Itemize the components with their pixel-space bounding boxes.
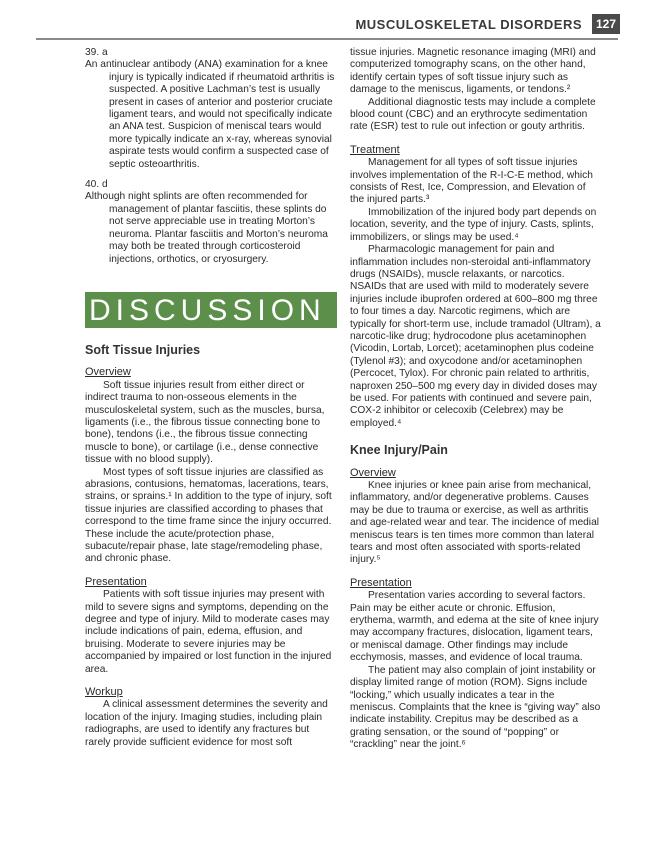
soft-tissue-heading: Soft Tissue Injuries	[85, 342, 201, 357]
treatment-paragraph-1: Management for all types of soft tissue injuries involves implementation of the R-I-C-E method, which consists of Rest, Ice, Compression, and Elevation of the injured parts.³	[350, 157, 593, 206]
knee-overview-heading: Overview	[350, 466, 396, 479]
knee-presentation-paragraph-1: Presentation varies according to several factors. Pain may be either acute or chronic. Effusion, erythema, warmth, and edema at the site of knee injury may accompany fractures, dislocation, ligament tears, or meniscal damage. Other findings may include ecchymosis, masses, and evidence of local trauma.	[350, 590, 599, 664]
knee-overview-paragraph: Knee injuries or knee pain arise from mechanical, inflammatory, and/or degenerative problems. Causes may be due to trauma or exercise, as well as arthritis and age-related wear and tear. The incidence of medial meniscus tears is ten times more common than lateral tears and most often associated with sports-related injury.⁵	[350, 480, 600, 566]
knee-presentation-heading: Presentation	[350, 576, 412, 589]
treatment-heading: Treatment	[350, 143, 400, 156]
header-rule	[36, 38, 618, 40]
right-column	[350, 47, 602, 752]
overview-heading: Overview	[85, 366, 131, 379]
presentation-heading: Presentation	[85, 575, 147, 588]
treatment-paragraph-2: Immobilization of the injured body part depends on location, severity, and the type of injury. Casts, splints, immobilizers, or slings may be used.⁴	[350, 206, 597, 243]
running-title: MUSCULOSKELETAL DISORDERS	[355, 17, 582, 32]
page-header	[0, 14, 652, 38]
overview-paragraph-2: Most types of soft tissue injuries are classified as abrasions, contusions, hematomas, lacerations, tears, strains, or sprains.¹ In addition to the type of injury, soft tissue injuries are classified according to phases that correspond to the time frame since the injury occurred. These include the acute/protection phase, subacute/repair phase, late stage/remodeling phase, and chronic phase.	[85, 466, 332, 565]
answer-39-explanation: An antinuclear antibody (ANA) examination for a knee injury is typically indicated if rheumatoid arthritis is suspected. A positive Lachman’s test is usually present in cases of anterior and posterior cruciate ligament tears, and would not specifically indicate an ANA test. Suspicion of meniscal tears would more typically indicate an x-ray, whereas synovial aspirate tests would confirm a suspected case of septic osteoarthritis.	[85, 59, 335, 170]
overview-paragraph-1: Soft tissue injuries result from either direct or indirect trauma to non-osseous elements in the musculoskeletal system, such as the muscles, bursa, ligaments (i.e., the fibrous tissue connecting bone to bone), tendons (i.e., the fibrous tissue connecting muscle to bone), or cartilage (i.e., dense connective tissue with no blood supply).	[85, 379, 325, 466]
treatment-paragraph-3: Pharmacologic management for pain and inflammation includes non-steroidal anti-inflammatory drugs (NSAIDs), muscle relaxants, or narcotics. NSAIDs that are used with mild to moderately severe injuries include ibuprofen ordered at 600–800 mg three to four times a day. Narcotic regimens, which are typically for short-term use, include tramadol (Ultram), a narcotic-like drug; hydrocodone plus acetaminophen (Vicodin, Lortab, Lorcet); acetaminophen plus codeine (Tylenol #3); and oxycodone and/or acetaminophen (Percocet, Tylox). For chronic pain related to arthritis, naproxen 250–500 mg every day in divided doses may be used. For patients with continued and severe pain, COX-2 inhibitor or celecoxib (Celebrex) may be employed.⁴	[350, 244, 601, 429]
discussion-banner: DISCUSSION	[85, 292, 337, 328]
answer-40-number: 40. d	[85, 179, 108, 191]
left-column	[85, 47, 337, 749]
answer-39-number: 39. a	[85, 47, 108, 58]
answer-40-explanation: Although night splints are often recommended for management of plantar fasciitis, these splints do not serve appreciable use in treating Morton’s neuroma. Plantar fasciitis and Morton’s neuroma may both be treated through corticosteroid injections, orthotics, or cryosurgery.	[85, 191, 328, 265]
knee-heading: Knee Injury/Pain	[350, 443, 448, 458]
presentation-paragraph: Patients with soft tissue injuries may present with mild to severe signs and symptoms, depending on the degree and type of injury. Mild to moderate cases may include indications of pain, edema, effusion, and bruising. Moderate to severe injuries may be accompanied by impaired or lost function in the injured area.	[85, 589, 332, 675]
page-number: 127	[592, 14, 620, 34]
workup-paragraph-2: Additional diagnostic tests may include a complete blood count (CBC) and an erythrocyte sedimentation rate (ESR) test to rule out infection or gouty arthritis.	[350, 96, 596, 133]
workup-heading: Workup	[85, 686, 123, 699]
workup-continued: tissue injuries. Magnetic resonance imaging (MRI) and computerized tomography scans, on the other hand, identify certain types of soft tissue injury such as damage to the meniscus, ligaments, or tendons.²	[350, 47, 596, 96]
knee-presentation-paragraph-2: The patient may also complain of joint instability or display limited range of motion (ROM). Signs include “locking,” which usually indicates a tear in the meniscus. Complaints that the knee is “giving way” also indicate instability. Crepitus may be described as a grating sensation, or the sound of “popping” or “crackling” near the joint.⁶	[350, 664, 601, 751]
workup-paragraph: A clinical assessment determines the severity and location of the injury. Imaging studies, including plain radiographs, are used to identify any fractures but rarely provide sufficient evidence for most soft	[85, 699, 328, 748]
